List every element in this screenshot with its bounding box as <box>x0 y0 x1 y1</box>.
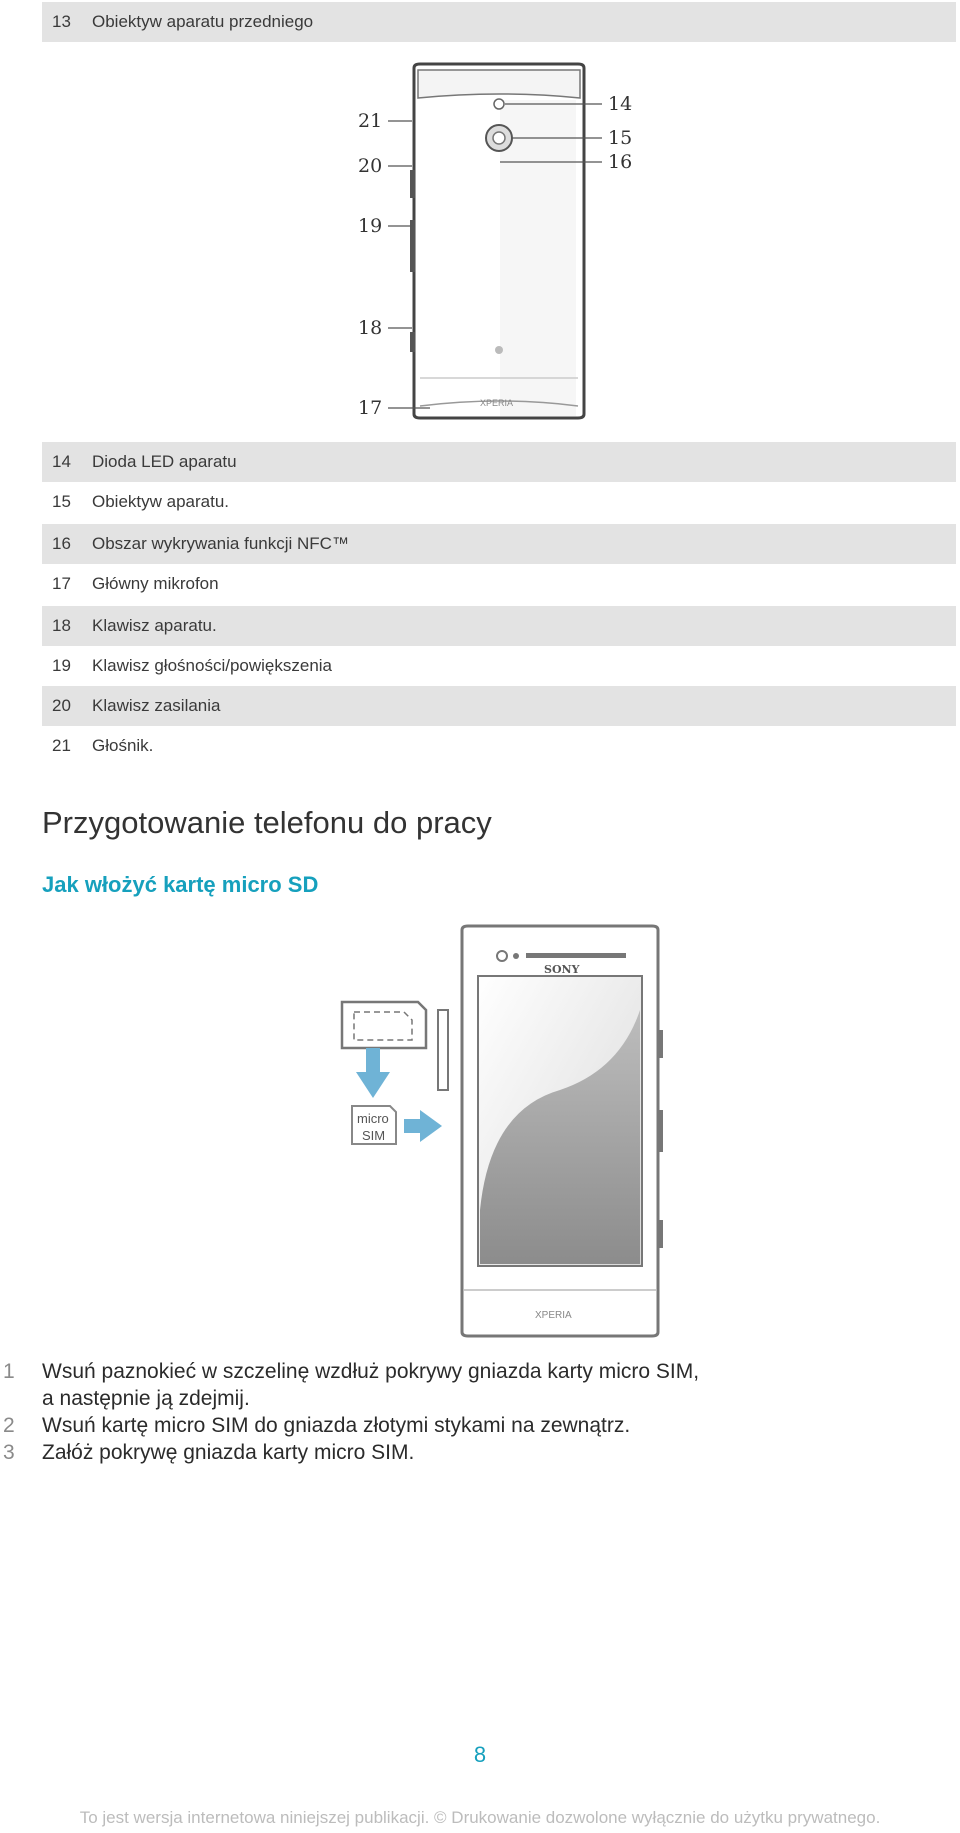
xperia-front-label: XPERIA <box>535 1310 572 1321</box>
legend-row <box>42 726 956 766</box>
sim-label-sim: SIM <box>362 1128 386 1143</box>
legend-text: Główny mikrofon <box>92 574 219 593</box>
callout-21: 21 <box>358 110 383 132</box>
legend-number: 20 <box>52 696 71 715</box>
legend-row <box>42 686 956 726</box>
sony-label: SONY <box>544 963 580 976</box>
step-number: 1 <box>3 1360 15 1383</box>
legend-row <box>42 2 956 42</box>
section-heading: Przygotowanie telefonu do pracy <box>42 805 492 840</box>
legend-row <box>42 646 956 686</box>
step-text-line: Załóż pokrywę gniazda karty micro SIM. <box>42 1441 415 1464</box>
legend-number: 21 <box>52 736 71 755</box>
footer-note: To jest wersja internetowa niniejszej publikacji. © Drukowanie dozwolone wyłącznie do użytku prywatnego. <box>79 1808 881 1827</box>
phone-back-illustration <box>340 60 660 430</box>
step-text-line: a następnie ją zdejmij. <box>42 1387 250 1410</box>
legend-row <box>42 524 956 564</box>
callout-19: 19 <box>358 215 383 237</box>
legend-row <box>42 482 956 522</box>
legend-text: Obiektyw aparatu. <box>92 492 230 511</box>
legend-text: Klawisz zasilania <box>92 696 221 715</box>
callout-16: 16 <box>608 151 633 173</box>
step-text-line: Wsuń paznokieć w szczelinę wzdłuż pokrywy gniazda karty micro SIM, <box>42 1360 700 1383</box>
legend-number: 17 <box>52 574 71 593</box>
legend-row <box>42 564 956 604</box>
legend-text: Klawisz głośności/powiększenia <box>92 656 333 675</box>
callout-15: 15 <box>608 127 633 149</box>
legend-row <box>42 442 956 482</box>
legend-row <box>42 606 956 646</box>
legend-number: 14 <box>52 452 71 471</box>
sim-insertion-illustration <box>330 920 670 1340</box>
legend-number: 13 <box>52 12 71 31</box>
callout-20: 20 <box>358 155 383 177</box>
sim-label-micro: micro <box>357 1111 389 1126</box>
legend-number: 19 <box>52 656 71 675</box>
callout-14: 14 <box>608 93 633 115</box>
callout-18: 18 <box>358 317 383 339</box>
legend-text: Klawisz aparatu. <box>92 616 217 635</box>
callout-17: 17 <box>358 397 383 419</box>
step-number: 2 <box>3 1414 15 1437</box>
legend-text: Obiektyw aparatu przedniego <box>92 12 314 31</box>
page-number: 8 <box>473 1742 487 1767</box>
legend-text: Dioda LED aparatu <box>92 452 237 471</box>
legend-number: 18 <box>52 616 71 635</box>
legend-number: 16 <box>52 534 71 553</box>
xperia-label: XPERIA <box>480 398 514 408</box>
legend-number: 15 <box>52 492 71 511</box>
step-number: 3 <box>3 1441 15 1464</box>
legend-text: Głośnik. <box>92 736 154 755</box>
step-text-line: Wsuń kartę micro SIM do gniazda złotymi stykami na zewnątrz. <box>42 1414 631 1437</box>
section-subheading: Jak włożyć kartę micro SD <box>42 872 319 897</box>
legend-text: Obszar wykrywania funkcji NFC™ <box>92 534 349 553</box>
